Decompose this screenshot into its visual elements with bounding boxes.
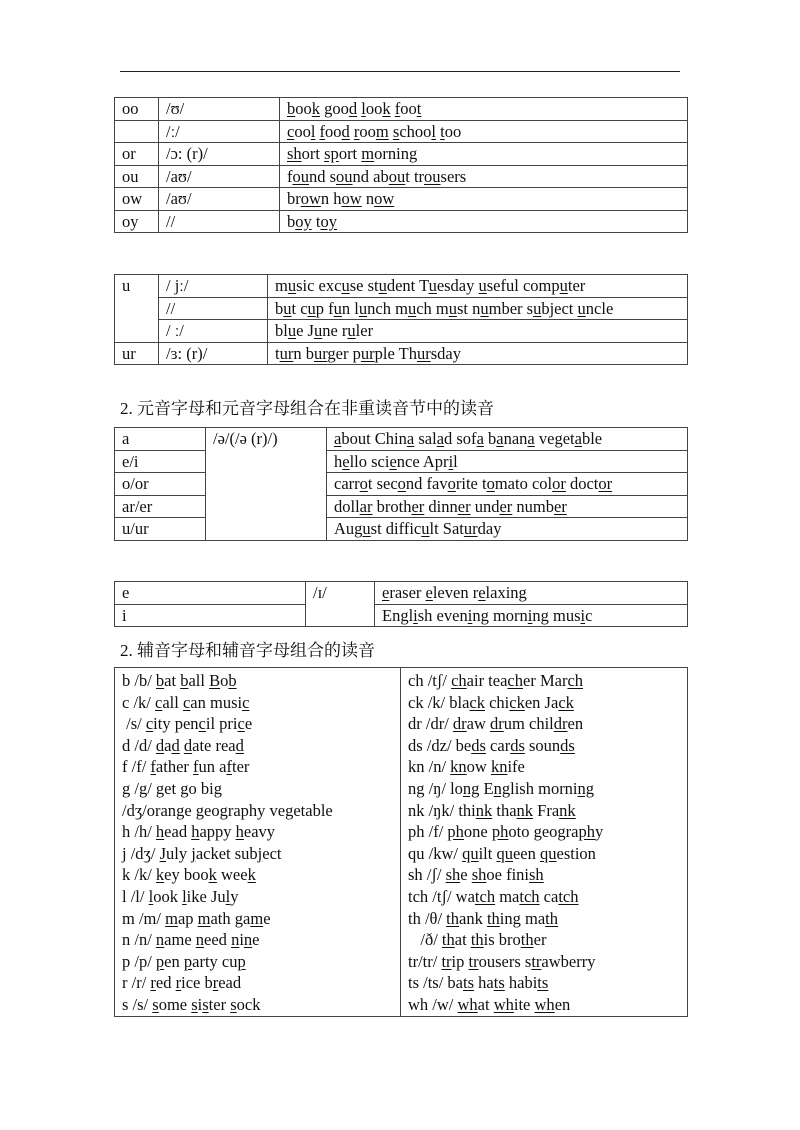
table-row (115, 495, 688, 518)
phonetic-cell: /ɪ/ (306, 582, 375, 627)
table-row (115, 582, 688, 605)
words-cell: but cup fun lunch much must number subject uncle (268, 297, 688, 320)
table-row (115, 297, 688, 320)
letter-cell: or (115, 143, 159, 166)
consonant-line: j /dʒ/ July jacket subject (122, 843, 282, 863)
section-heading-unstressed: 2. 元音字母和元音字母组合在非重读音节中的读音 (120, 399, 494, 418)
phonetic-cell: /aʊ/ (159, 165, 280, 188)
consonant-left-column (115, 668, 401, 1017)
consonant-line: s /s/ some sister sock (122, 994, 261, 1014)
table-row (115, 275, 688, 298)
consonant-right-column (401, 668, 688, 1017)
table-row (115, 98, 688, 121)
consonant-line: r /r/ red rice bread (122, 973, 242, 993)
letter-cell: o/or (115, 473, 206, 496)
consonant-line: c /k/ call can music (122, 692, 250, 712)
table-row (115, 668, 688, 1017)
consonant-line: kn /n/ know knife (408, 757, 525, 777)
words-cell: blue June ruler (268, 320, 688, 343)
words-cell: brown how now (280, 188, 688, 211)
section-heading-consonants: 2. 辅音字母和辅音字母组合的读音 (120, 641, 375, 660)
consonant-table (114, 667, 688, 1017)
letter-cell: e (115, 582, 306, 605)
consonant-line: p /p/ pen party cup (122, 951, 246, 971)
table-row (115, 143, 688, 166)
phonetic-cell: /aʊ/ (159, 188, 280, 211)
consonant-line: wh /w/ what white when (408, 994, 571, 1014)
phonetic-cell: /ɜ: (r)/ (159, 342, 268, 365)
consonant-line: k /k/ key book week (122, 865, 256, 885)
letter-cell: ow (115, 188, 159, 211)
words-cell: hello science April (327, 450, 688, 473)
letter-cell: ur (115, 342, 159, 365)
consonant-line: ng /ŋ/ long English morning (408, 778, 595, 798)
words-cell: about China salad sofa banana vegetable (327, 428, 688, 451)
consonant-line: nk /ŋk/ think thank Frank (408, 800, 576, 820)
table-row (115, 165, 688, 188)
words-cell: carrot second favorite tomato color doctor (327, 473, 688, 496)
table-row (115, 473, 688, 496)
phonetic-cell: /ə/(/ə (r)/) (206, 428, 327, 541)
letter-cell: ar/er (115, 495, 206, 518)
words-cell: music excuse student Tuesday useful computer (268, 275, 688, 298)
unstressed-vowel-table (114, 427, 688, 541)
table-row (115, 210, 688, 233)
consonant-line: qu /kw/ quilt queen question (408, 843, 596, 863)
letter-cell: ou (115, 165, 159, 188)
words-cell: boy toy (280, 210, 688, 233)
words-cell: turn burger purple Thursday (268, 342, 688, 365)
vowel-combination-table-oo (114, 97, 688, 233)
consonant-line: ch /tʃ/ chair teacher March (408, 671, 584, 690)
phonetic-cell: / jː/ (159, 275, 268, 298)
top-rule (120, 71, 680, 72)
consonant-line: tr/tr/ trip trousers strawberry (408, 951, 596, 971)
table-row (115, 428, 688, 451)
table-row (115, 342, 688, 365)
phonetic-cell: /ʊ/ (159, 98, 280, 121)
consonant-line: d /d/ dad date read (122, 735, 244, 755)
consonant-line: l /l/ look like July (122, 886, 239, 906)
consonant-line: ph /f/ phone photo geography (408, 822, 604, 842)
words-cell: eraser eleven relaxing (375, 582, 688, 605)
consonant-line: n /n/ name need nine (122, 930, 260, 950)
phonetic-cell: // (159, 210, 280, 233)
letter-cell (115, 120, 159, 143)
unstressed-i-table (114, 581, 688, 627)
consonant-line: f /f/ father fun after (122, 757, 250, 777)
words-cell: dollar brother dinner under number (327, 495, 688, 518)
letter-cell: a (115, 428, 206, 451)
consonant-line: m /m/ map math game (122, 908, 271, 928)
letter-cell: oo (115, 98, 159, 121)
words-cell: found sound about trousers (280, 165, 688, 188)
consonant-line: ds /dz/ beds cards sounds (408, 735, 575, 755)
table-row (115, 188, 688, 211)
words-cell: cool food room school too (280, 120, 688, 143)
consonant-line: th /θ/ thank thing math (408, 908, 559, 928)
consonant-line: /s/ city pencil price (122, 714, 253, 734)
consonant-line: b /b/ bat ball Bob (122, 671, 237, 690)
table-row (115, 450, 688, 473)
phonetic-cell: /ː/ (159, 120, 280, 143)
phonetic-cell: / ː/ (159, 320, 268, 343)
letter-cell: e/i (115, 450, 206, 473)
consonant-line: ts /ts/ bats hats habits (408, 973, 549, 993)
table-row (115, 120, 688, 143)
table-row (115, 604, 688, 627)
consonant-line: tch /tʃ/ watch match catch (408, 886, 579, 906)
consonant-line: /ð/ that this brother (408, 930, 547, 950)
table-row (115, 320, 688, 343)
consonant-line: ck /k/ black chicken Jack (408, 692, 574, 712)
phonetic-cell: // (159, 297, 268, 320)
consonant-line: h /h/ head happy heavy (122, 822, 276, 842)
letter-cell: u (115, 275, 159, 343)
table-row (115, 518, 688, 541)
letter-cell: u/ur (115, 518, 206, 541)
words-cell: English evening morning music (375, 604, 688, 627)
consonant-line: sh /ʃ/ she shoe finish (408, 865, 544, 885)
words-cell: August difficult Saturday (327, 518, 688, 541)
vowel-table-u (114, 274, 688, 365)
consonant-line: g /g/ get go big (122, 778, 222, 798)
words-cell: short sport morning (280, 143, 688, 166)
letter-cell: i (115, 604, 306, 627)
words-cell: book good look foot (280, 98, 688, 121)
phonetic-cell: /ɔ: (r)/ (159, 143, 280, 166)
consonant-line: dr /dr/ draw drum children (408, 714, 584, 734)
letter-cell: oy (115, 210, 159, 233)
consonant-line: /dʒ/orange geography vegetable (122, 800, 333, 820)
